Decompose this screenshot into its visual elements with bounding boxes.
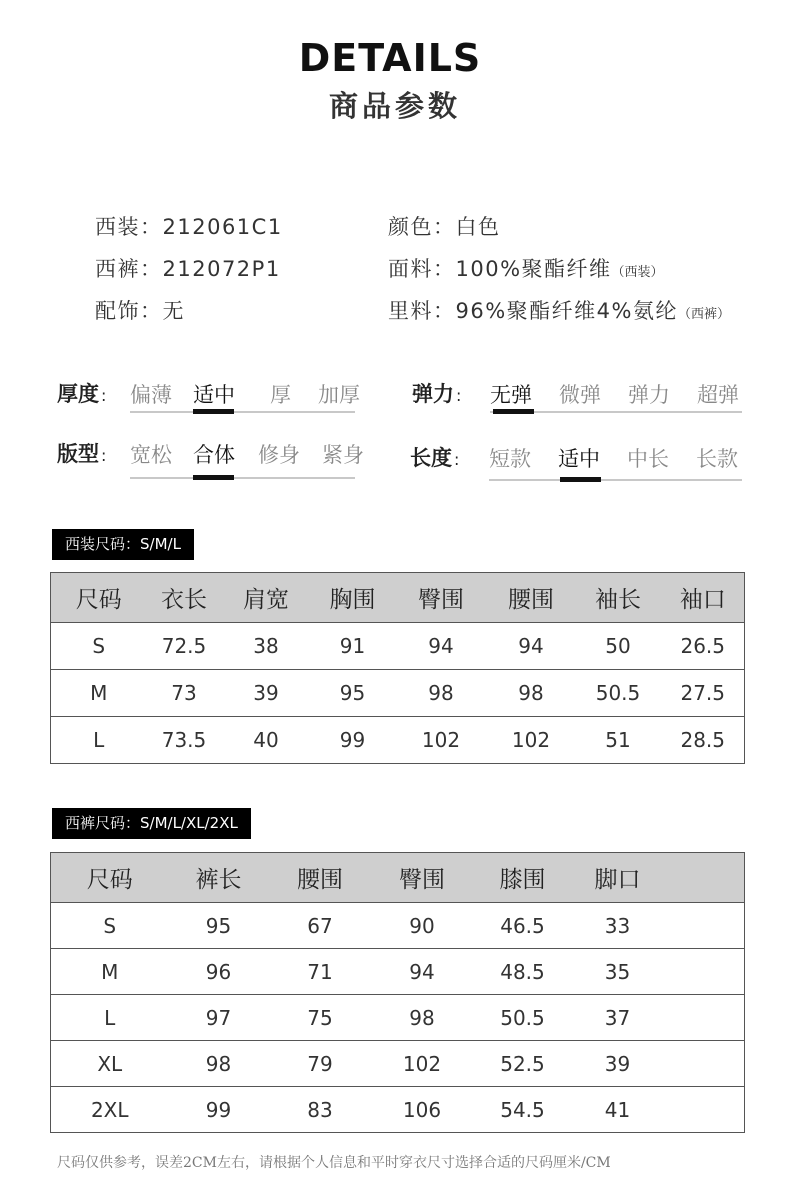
attr-elasticity-label bbox=[412, 378, 461, 408]
table-cell: 50.5 bbox=[473, 995, 573, 1041]
column-header: 膝围 bbox=[473, 853, 573, 903]
table-cell: 50 bbox=[575, 623, 662, 670]
empty-cell bbox=[663, 995, 745, 1041]
empty-cell bbox=[663, 903, 745, 949]
table-cell: 41 bbox=[573, 1087, 663, 1133]
info-value: 白色 bbox=[455, 215, 501, 239]
option-super-stretch: 超弹 bbox=[697, 383, 739, 407]
table-cell: 26.5 bbox=[662, 623, 745, 670]
info-note: （西裤） bbox=[678, 307, 731, 322]
table-cell: 94 bbox=[488, 623, 575, 670]
table-cell: M bbox=[51, 949, 169, 995]
attr-colon: : bbox=[454, 450, 460, 469]
table-cell: 95 bbox=[311, 670, 395, 717]
column-header: 臀围 bbox=[372, 853, 473, 903]
info-accessory bbox=[95, 295, 185, 325]
table-cell: 94 bbox=[372, 949, 473, 995]
attr-colon: : bbox=[456, 386, 462, 405]
option-extra-thick: 加厚 bbox=[318, 383, 360, 407]
table-cell: 39 bbox=[222, 670, 311, 717]
table-cell: 52.5 bbox=[473, 1041, 573, 1087]
option-loose: 宽松 bbox=[130, 443, 172, 467]
attr-fit-label bbox=[57, 438, 106, 468]
table-cell: 98 bbox=[488, 670, 575, 717]
info-value: 212072P1 bbox=[162, 257, 281, 281]
footer-note: 尺码仅供参考，误差2CM左右，请根据个人信息和平时穿衣尺寸选择合适的尺码厘米/CM bbox=[57, 1155, 611, 1171]
table-cell: 96 bbox=[169, 949, 269, 995]
length-selected-marker bbox=[560, 477, 601, 482]
suit-size-tag: 西装尺码：S/M/L bbox=[52, 529, 194, 560]
fit-selected-marker bbox=[193, 475, 234, 480]
attr-label-text: 弹力 bbox=[412, 382, 454, 406]
table-row bbox=[51, 1087, 745, 1133]
info-label: 面料： bbox=[388, 257, 456, 281]
table-row bbox=[51, 903, 745, 949]
option-medium-length: 适中 bbox=[558, 447, 600, 471]
info-label: 颜色： bbox=[388, 215, 456, 239]
table-cell: 73.5 bbox=[147, 717, 222, 764]
table-cell: 102 bbox=[372, 1041, 473, 1087]
attr-label-text: 长度 bbox=[410, 446, 452, 470]
option-medium-thickness: 适中 bbox=[193, 383, 235, 407]
table-cell: M bbox=[51, 670, 147, 717]
table-cell: L bbox=[51, 995, 169, 1041]
column-header: 臀围 bbox=[395, 573, 488, 623]
column-header: 胸围 bbox=[311, 573, 395, 623]
attr-thickness-label bbox=[57, 378, 106, 408]
page-title-cn: 商品参数 bbox=[328, 89, 461, 123]
column-header: 尺码 bbox=[51, 573, 147, 623]
elasticity-selected-marker bbox=[493, 409, 534, 414]
table-cell: 95 bbox=[169, 903, 269, 949]
page-title-en: DETAILS bbox=[298, 36, 482, 80]
table-cell: 37 bbox=[573, 995, 663, 1041]
option-no-stretch: 无弹 bbox=[490, 383, 532, 407]
table-cell: L bbox=[51, 717, 147, 764]
table-row bbox=[51, 623, 745, 670]
info-value: 96%聚酯纤维4%氨纶 bbox=[455, 299, 678, 323]
table-cell: S bbox=[51, 903, 169, 949]
table-cell: 91 bbox=[311, 623, 395, 670]
column-header: 腰围 bbox=[488, 573, 575, 623]
table-cell: 2XL bbox=[51, 1087, 169, 1133]
table-cell: S bbox=[51, 623, 147, 670]
table-cell: 54.5 bbox=[473, 1087, 573, 1133]
table-row bbox=[51, 1041, 745, 1087]
table-cell: 102 bbox=[395, 717, 488, 764]
table-cell: 73 bbox=[147, 670, 222, 717]
table-cell: 46.5 bbox=[473, 903, 573, 949]
option-thick: 厚 bbox=[270, 383, 291, 407]
column-header: 肩宽 bbox=[222, 573, 311, 623]
table-cell: 35 bbox=[573, 949, 663, 995]
table-cell: 99 bbox=[169, 1087, 269, 1133]
option-regular-fit: 合体 bbox=[193, 443, 235, 467]
empty-cell bbox=[663, 1087, 745, 1133]
option-short: 短款 bbox=[489, 447, 531, 471]
table-cell: 28.5 bbox=[662, 717, 745, 764]
attr-label-text: 版型 bbox=[57, 442, 99, 466]
table-cell: 98 bbox=[372, 995, 473, 1041]
option-long: 长款 bbox=[696, 447, 738, 471]
pants-size-table bbox=[50, 852, 745, 1133]
table-cell: 94 bbox=[395, 623, 488, 670]
option-mid-long: 中长 bbox=[627, 447, 669, 471]
table-cell: 40 bbox=[222, 717, 311, 764]
option-slight-stretch: 微弹 bbox=[559, 383, 601, 407]
info-fabric bbox=[388, 253, 664, 283]
table-cell: 38 bbox=[222, 623, 311, 670]
column-header: 脚口 bbox=[573, 853, 663, 903]
info-value: 212061C1 bbox=[162, 215, 283, 239]
fit-track bbox=[130, 477, 355, 479]
table-cell: 98 bbox=[169, 1041, 269, 1087]
option-tight: 紧身 bbox=[322, 443, 364, 467]
table-cell: 97 bbox=[169, 995, 269, 1041]
column-header: 裤长 bbox=[169, 853, 269, 903]
table-cell: 50.5 bbox=[575, 670, 662, 717]
table-cell: 39 bbox=[573, 1041, 663, 1087]
thickness-selected-marker bbox=[193, 409, 234, 414]
column-header: 袖长 bbox=[575, 573, 662, 623]
info-label: 配饰： bbox=[95, 299, 163, 323]
thickness-track bbox=[130, 411, 355, 413]
table-row bbox=[51, 995, 745, 1041]
column-header: 腰围 bbox=[269, 853, 372, 903]
info-pants-code bbox=[95, 253, 281, 283]
option-thin: 偏薄 bbox=[130, 383, 172, 407]
table-cell: 48.5 bbox=[473, 949, 573, 995]
attr-colon: : bbox=[101, 386, 107, 405]
info-color bbox=[388, 211, 501, 241]
table-row bbox=[51, 670, 745, 717]
info-note: （西装） bbox=[611, 265, 664, 280]
suit-table-header-row bbox=[51, 573, 745, 623]
table-cell: 98 bbox=[395, 670, 488, 717]
table-cell: 83 bbox=[269, 1087, 372, 1133]
table-cell: 75 bbox=[269, 995, 372, 1041]
table-cell: 79 bbox=[269, 1041, 372, 1087]
attr-label-text: 厚度 bbox=[57, 382, 99, 406]
table-cell: XL bbox=[51, 1041, 169, 1087]
column-header: 衣长 bbox=[147, 573, 222, 623]
length-track bbox=[489, 479, 742, 481]
attr-length-label bbox=[410, 442, 459, 472]
info-label: 里料： bbox=[388, 299, 456, 323]
attr-colon: : bbox=[101, 446, 107, 465]
option-stretch: 弹力 bbox=[628, 383, 670, 407]
table-cell: 67 bbox=[269, 903, 372, 949]
table-cell: 72.5 bbox=[147, 623, 222, 670]
pants-table-header-row bbox=[51, 853, 745, 903]
table-row bbox=[51, 949, 745, 995]
table-cell: 102 bbox=[488, 717, 575, 764]
table-cell: 106 bbox=[372, 1087, 473, 1133]
empty-header bbox=[663, 853, 745, 903]
info-label: 西装： bbox=[95, 215, 163, 239]
table-row bbox=[51, 717, 745, 764]
info-suit-code bbox=[95, 211, 283, 241]
empty-cell bbox=[663, 1041, 745, 1087]
info-value: 无 bbox=[162, 299, 185, 323]
suit-size-table bbox=[50, 572, 745, 764]
pants-size-tag: 西裤尺码：S/M/L/XL/2XL bbox=[52, 808, 251, 839]
info-lining bbox=[388, 295, 730, 325]
table-cell: 71 bbox=[269, 949, 372, 995]
column-header: 尺码 bbox=[51, 853, 169, 903]
empty-cell bbox=[663, 949, 745, 995]
info-value: 100%聚酯纤维 bbox=[455, 257, 612, 281]
table-cell: 99 bbox=[311, 717, 395, 764]
table-cell: 33 bbox=[573, 903, 663, 949]
info-label: 西裤： bbox=[95, 257, 163, 281]
table-cell: 27.5 bbox=[662, 670, 745, 717]
column-header: 袖口 bbox=[662, 573, 745, 623]
option-slim: 修身 bbox=[258, 443, 300, 467]
table-cell: 51 bbox=[575, 717, 662, 764]
table-cell: 90 bbox=[372, 903, 473, 949]
